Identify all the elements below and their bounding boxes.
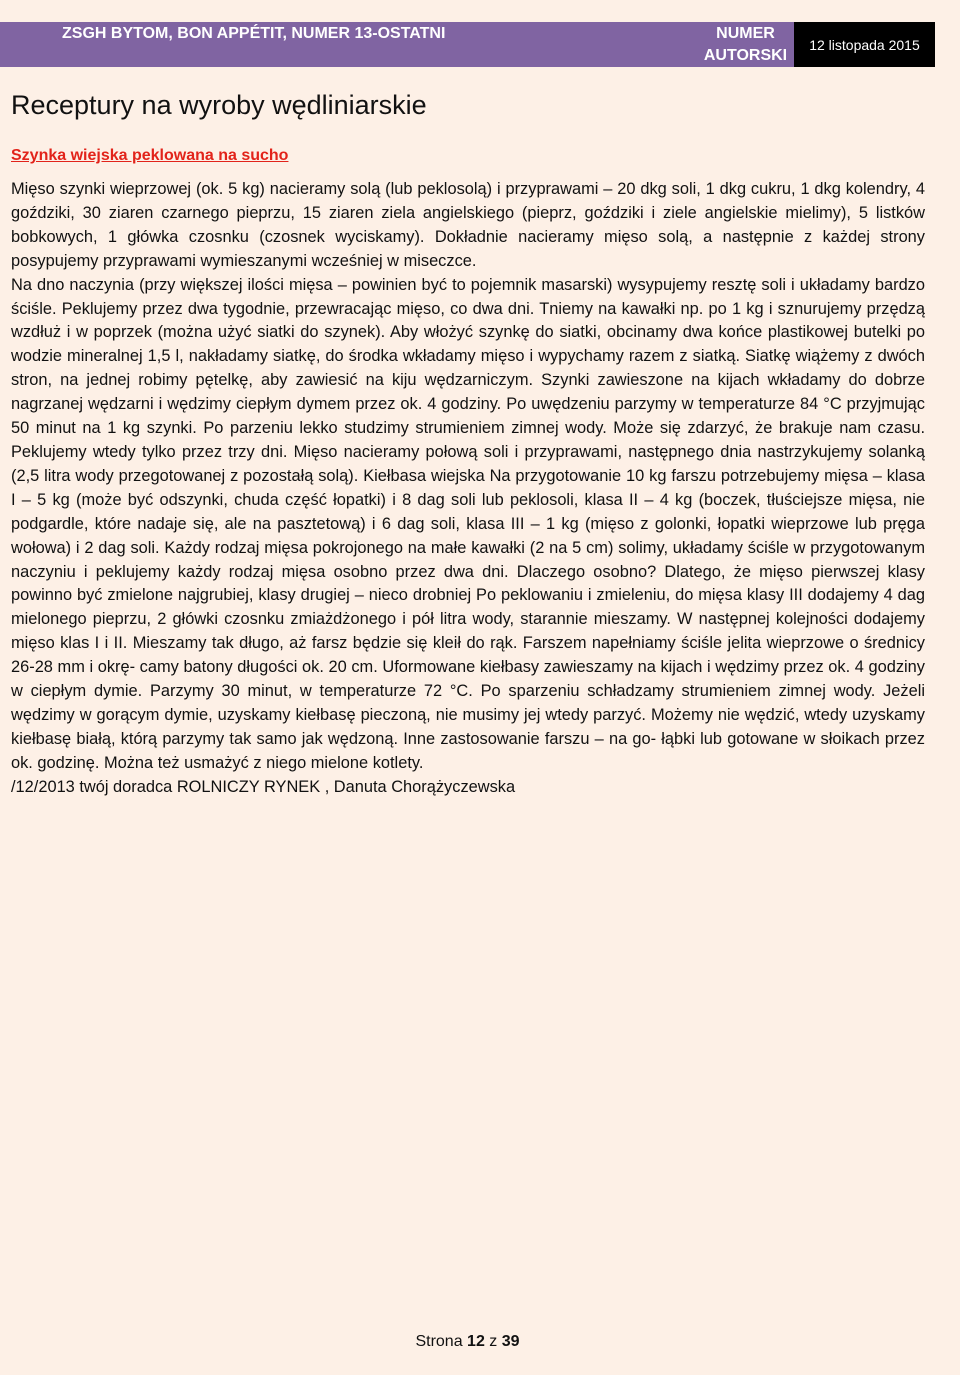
header-date: 12 listopada 2015 [794, 22, 935, 67]
footer-total-pages: 39 [501, 1333, 520, 1350]
paragraph-instructions: Na dno naczynia (przy większej ilości mięsa – powinien być to pojemnik masarski) wysypujemy resztę soli i układamy bardzo ściśle. Peklujemy przez dwa tygodnie, przewracając mięso, co dwa dni. Tniemy na kawałki np. po 1 kg i sznurujemy przędzą wzdłuż i w poprzek (można użyć siatki do szynek). Aby włożyć szynkę do siatki, obcinamy dwa końce plastikowej butelki po wodzie mineralnej 1,5 l, nakładamy siatkę, do środka wkładamy mięso i wypychamy razem z siatką. Siatkę wiążemy z dwóch stron, na jednej robimy pętelkę, aby zawiesić na kiju wędzarniczym. Szynki zawieszone na kijach wkładamy do dobrze nagrzanej wędzarni i wędzimy ciepłym dymem przez ok. 4 godziny. Po uwędzeniu parzymy w temperaturze 84 °C przyjmując 50 minut na 1 kg szynki. Po parzeniu lekko studzimy strumieniem zimnej wody. Może się zdarzyć, że brakuje nam czasu. Peklujemy wtedy tylko przez trzy dni. Mięso nacieramy połową soli i przyprawami, następnego dnia nastrzykujemy solanką (2,5 litra wody przegotowanej z pozostałą solą). Kiełbasa wiejska Na przygotowanie 10 kg farszu potrzebujemy mięsa – klasa I – 5 kg (może być odszynki, chuda część łopatki) i 8 dag soli lub peklosoli, klasa II – 4 kg (boczek, tłuściejsze mięsa, nie podgardle, które nadaje się, ale na pasztetową) i 6 dag soli, klasa III – 1 kg (mięso z golonki, łopatki wieprzowe lub pręga wołowa) i 2 dag soli. Każdy rodzaj mięsa pokrojonego na małe kawałki (2 na 5 cm) solimy, układamy ściśle w przygotowanym naczyniu i peklujemy każdy rodzaj mięsa osobno przez dwa dni. Dlaczego osobno? Dlatego, że mięso pierwszej klasy powinno być zmielone najgrubiej, klasy drugiej – nieco drobniej Po peklowaniu i zmieleniu, do mięsa klasy III dodajemy 4 dag mielonego pieprzu, 2 główki czosnku zmiażdżonego i pół litra wody, starannie mieszamy. W następnej kolejności dodajemy mięso klas I i II. Mieszamy tak długo, aż farsz będzie się kleił do rąk. Farszem napełniamy ściśle jelita wieprzowe o średnicy 26-28 mm i okrę- camy batony długości ok. 20 cm. Uformowane kiełbasy zawieszamy na kijach i wędzimy przez ok. 4 godziny w ciepłym dymie. Parzymy 30 minut, w temperaturze 72 °C. Po sparzeniu schładzamy strumieniem zimnej wody. Jeżeli wędzimy w gorącym dymie, uzyskamy kiełbasę pieczoną, nie musimy jej wtedy parzyć. Możemy nie wędzić, wtedy uzyskamy kiełbasę białą, którą parzymy tak samo jak wędzoną. Inne zastosowanie farszu – na go- łąbki lub gotowane w słoikach przez ok. godzinę. Można też usmażyć z niego mielone kotlety. [11, 275, 925, 772]
footer-separator: z [489, 1333, 498, 1350]
recipe-body [11, 178, 925, 800]
page-title: Receptury na wyroby wędliniarskie [11, 90, 427, 120]
recipe-subtitle: Szynka wiejska peklowana na sucho [11, 147, 289, 164]
footer-current-page: 12 [467, 1333, 485, 1350]
paragraph-source: /12/2013 twój doradca ROLNICZY RYNEK , Danuta Chorążyczewska [11, 777, 516, 796]
header-title: ZSGH BYTOM, BON APPÉTIT, NUMER 13-OSTATNI [0, 22, 697, 67]
footer-prefix: Strona [415, 1333, 463, 1350]
header-section: NUMER AUTORSKI [697, 22, 794, 67]
page-header [0, 22, 935, 67]
page-footer [0, 1331, 935, 1353]
paragraph-ingredients: Mięso szynki wieprzowej (ok. 5 kg) nacieramy solą (lub peklosolą) i przyprawami – 20 dkg soli, 1 dkg cukru, 1 dkg kolendry, 4 goździki, 30 ziaren czarnego pieprzu, 15 ziaren ziela angielskiego (pieprz, goździki i ziele angielskie mielimy), 5 listków bobkowych, 1 główka czosnku (czosnek wyciskamy). Dokładnie nacieramy mięso solą, a następnie z każdej strony posypujemy przyprawami wymieszanymi wcześniej w miseczce. [11, 180, 925, 270]
